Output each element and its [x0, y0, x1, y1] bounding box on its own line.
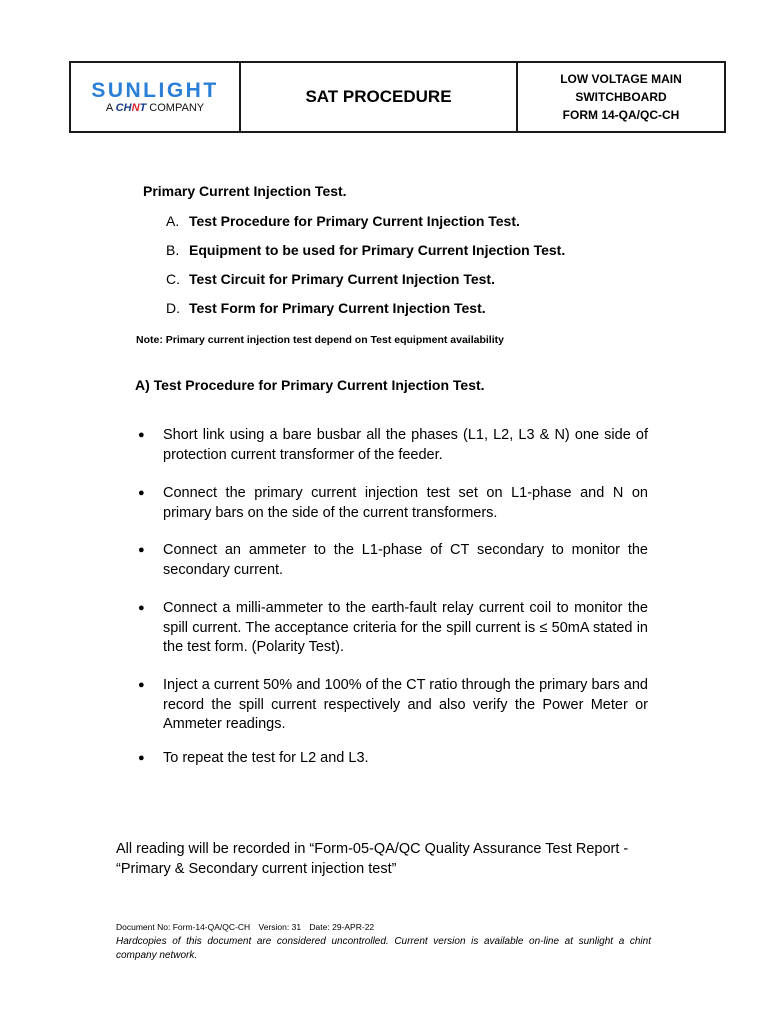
contents-letter: B. [166, 242, 180, 258]
contents-item [166, 271, 565, 300]
document-date: Date: 29-APR-22 [309, 922, 375, 932]
logo-brand-t: T [139, 101, 147, 114]
contents-letter: C. [166, 271, 180, 287]
procedure-step [138, 541, 648, 580]
form-line-3: FORM 14-QA/QC-CH [562, 108, 680, 122]
procedure-step-text: Connect the primary current injection test set on L1-phase and N on primary bars on the side of the current transformers. [163, 485, 648, 521]
company-logo [71, 63, 241, 131]
section-title: Primary Current Injection Test. [143, 183, 347, 199]
uncontrolled-copy-disclaimer: Hardcopies of this document are considered uncontrolled. Current version is available on-line at sunlight a chint company network. [116, 936, 651, 961]
procedure-step [138, 749, 648, 769]
logo-brand-ch: CH [115, 101, 132, 114]
contents-item [166, 242, 565, 271]
contents-text: Equipment to be used for Primary Current Injection Test. [189, 242, 566, 258]
logo-wordmark: SUNLIGHT [91, 78, 219, 102]
logo-tagline-prefix: A [105, 101, 116, 114]
procedure-step [138, 599, 648, 658]
bullet-icon: ● [138, 679, 145, 691]
document-version: Version: 31 [258, 922, 302, 932]
procedure-step [138, 484, 648, 523]
contents-letter: A. [166, 213, 180, 229]
recording-statement: All reading will be recorded in “Form-05-QA/QC Quality Assurance Test Report - “Primary & Secondary current injection test” [116, 841, 629, 877]
procedure-step-text: Connect a milli-ammeter to the earth-fault relay current coil to monitor the spill current. The acceptance criteria for the spill current is ≤ 50mA stated in the test form. (Polarity Test). [163, 600, 648, 655]
document-header [69, 61, 726, 133]
logo-tagline-brand [116, 102, 147, 114]
test-contents-list [166, 213, 565, 329]
form-line-1: LOW VOLTAGE MAIN [560, 72, 682, 86]
procedure-step-text: Connect an ammeter to the L1-phase of CT secondary to monitor the secondary current. [163, 542, 648, 578]
procedure-step [138, 426, 648, 465]
form-line-2: SWITCHBOARD [575, 90, 667, 104]
bullet-icon: ● [138, 429, 145, 441]
form-identifier [518, 63, 724, 131]
bullet-icon: ● [138, 487, 145, 499]
document-number: Document No: Form-14-QA/QC-CH [116, 922, 251, 932]
contents-letter: D. [166, 300, 180, 316]
logo-tagline-suffix: COMPANY [146, 101, 205, 114]
bullet-icon: ● [138, 602, 145, 614]
procedure-subheading: A) Test Procedure for Primary Current Injection Test. [135, 377, 485, 393]
logo-tagline [106, 102, 204, 114]
logo-brand-n: N [131, 101, 140, 114]
bullet-icon: ● [138, 752, 145, 764]
availability-note: Note: Primary current injection test depend on Test equipment availability [136, 334, 504, 346]
contents-item [166, 213, 565, 242]
procedure-step-text: Short link using a bare busbar all the phases (L1, L2, L3 & N) one side of protection current transformer of the feeder. [163, 427, 648, 463]
contents-text: Test Form for Primary Current Injection Test. [189, 300, 486, 316]
procedure-step [138, 676, 648, 735]
procedure-step-text: To repeat the test for L2 and L3. [163, 750, 369, 766]
document-title: SAT PROCEDURE [241, 63, 518, 131]
contents-item [166, 300, 565, 329]
document-control-line [116, 922, 380, 932]
procedure-step-text: Inject a current 50% and 100% of the CT ratio through the primary bars and record the spill current respectively and also verify the Power Meter or Ammeter readings. [163, 677, 648, 732]
contents-text: Test Procedure for Primary Current Injection Test. [189, 213, 520, 229]
contents-text: Test Circuit for Primary Current Injection Test. [189, 271, 495, 287]
bullet-icon: ● [138, 544, 145, 556]
